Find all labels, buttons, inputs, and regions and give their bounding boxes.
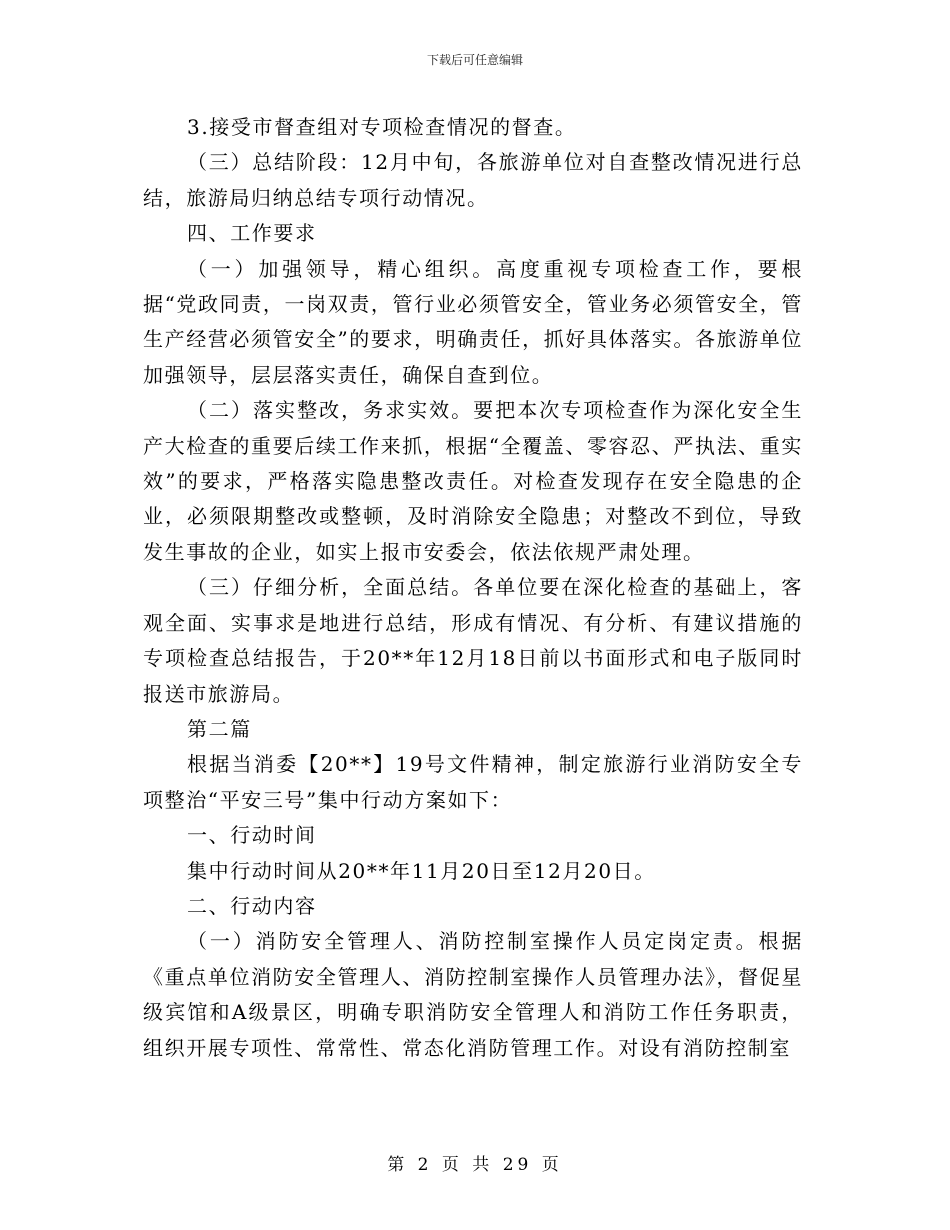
section-heading-work-requirements: 四、工作要求 <box>187 221 317 246</box>
paragraph-item-3: 3.接受市督查组对专项检查情况的督查。 <box>187 115 577 139</box>
paragraph-action-time: 集中行动时间从20**年11月20日至12月20日。 <box>187 858 656 883</box>
page-number: 第 2 页 共 29 页 <box>387 1155 563 1175</box>
paragraph-summary-stage: （三）总结阶段：12月中旬，各旅游单位对自查整改情况进行总结，旅游局归纳总结专项行动情况。 <box>143 150 803 210</box>
section-heading-second-part: 第二篇 <box>187 716 252 741</box>
page-header-note: 下载后可任意编辑 <box>426 53 523 67</box>
paragraph-requirement-1: （一）加强领导，精心组织。高度重视专项检查工作，要根据“党政同责，一岗双责，管行业必须管安全，管业务必须管安全，管生产经营必须管安全”的要求，明确责任，抓好具体落实。各旅游单位加强领导，层层落实责任，确保自查到位。 <box>143 256 803 387</box>
document-body <box>143 110 803 1066</box>
section-heading-action-time: 一、行动时间 <box>187 823 317 848</box>
paragraph-requirement-2: （二）落实整改，务求实效。要把本次专项检查作为深化安全生产大检查的重要后续工作来抓，根据“全覆盖、零容忍、严执法、重实效”的要求，严格落实隐患整改责任。对检查发现存在安全隐患的企业，必须限期整改或整顿，及时消除安全隐患；对整改不到位，导致发生事故的企业，如实上报市安委会，依法依规严肃处理。 <box>143 398 803 564</box>
paragraph-requirement-3: （三）仔细分析，全面总结。各单位要在深化检查的基础上，客观全面、实事求是地进行总结，形成有情况、有分析、有建议措施的专项检查总结报告，于20**年12月18日前以书面形式和电子版同时报送市旅游局。 <box>143 575 803 706</box>
section-heading-action-content: 二、行动内容 <box>187 893 317 918</box>
paragraph-intro: 根据当消委【20**】19号文件精神，制定旅游行业消防安全专项整治“平安三号”集中行动方案如下： <box>143 752 803 812</box>
paragraph-action-content-1: （一）消防安全管理人、消防控制室操作人员定岗定责。根据《重点单位消防安全管理人、消防控制室操作人员管理办法》，督促星级宾馆和A级景区，明确专职消防安全管理人和消防工作任务职责，组织开展专项性、常常性、常态化消防管理工作。对设有消防控制室 <box>143 929 803 1060</box>
